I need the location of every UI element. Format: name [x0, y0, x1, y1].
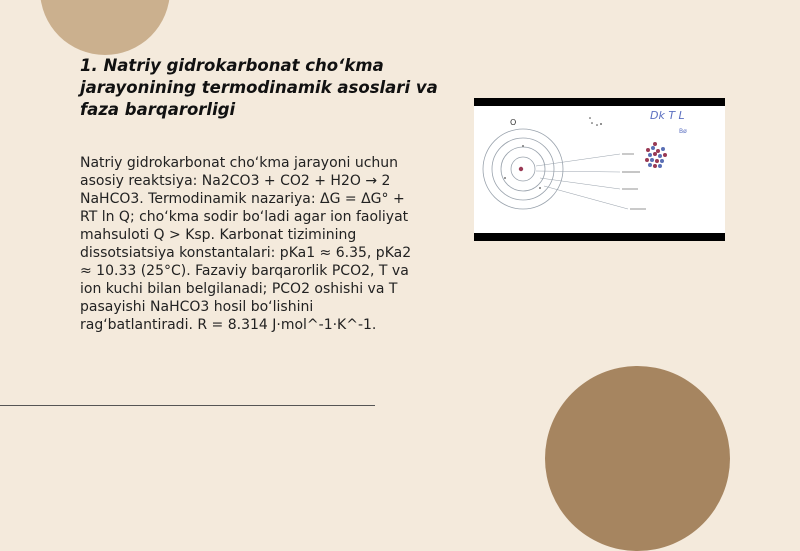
slide-body-text: Natriy gidrokarbonat cho‘kma jarayoni uchun asosiy reaktsiya: Na2CO3 + CO2 + H2O → 2 NaHCO3. Termodinamik nazariya: ΔG = ΔG° + RT ln Q; cho‘kma sodir bo‘ladi agar ion faoliyat mahsuloti Q > Ksp. Karbonat tizimining dissotsiatsiya konstantalari: pKa1 ≈ 6.35, pKa2 ≈ 10.33 (25°C). Fazaviy barqarorlik PCO2, T va ion kuchi bilan belgilanadi; PCO2 oshishi va T pasayishi NaHCO3 hosil bo‘lishini rag‘batlantiradi. R = 8.314 J·mol^-1·K^-1. [80, 155, 412, 333]
slide-title: 1. Natriy gidrokarbonat cho‘kma jarayonining termodinamik asoslari va faza barqarorligi [80, 56, 438, 119]
decorative-circle-top [40, 0, 170, 55]
atom-diagram [474, 106, 725, 233]
handwritten-note-small: Bø [679, 128, 687, 135]
atom-nucleus [519, 167, 523, 171]
atom-model-image [474, 98, 725, 241]
diagram-letter: O [510, 118, 517, 127]
particle-cluster [645, 142, 667, 168]
diagram-dots [589, 117, 602, 126]
handwritten-note: Dk T L [650, 109, 685, 122]
leader-lines [536, 154, 628, 209]
label-marks [622, 154, 646, 209]
footer-divider [0, 405, 375, 406]
decorative-circle-bottom [545, 366, 730, 551]
